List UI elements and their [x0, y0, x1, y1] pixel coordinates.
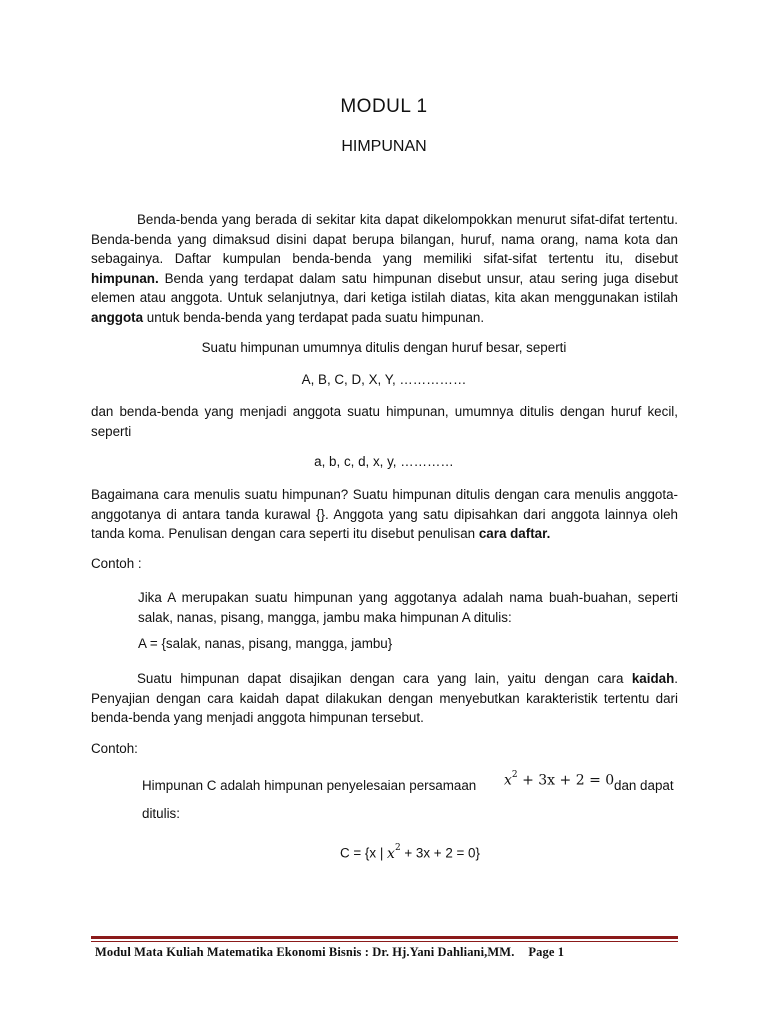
contoh-2-text-a: Himpunan C adalah himpunan penyelesaian persamaan	[142, 778, 477, 793]
lowercase-notation-sentence: dan benda-benda yang menjadi anggota suatu himpunan, umumnya ditulis dengan huruf kecil, seperti	[91, 404, 678, 439]
footer-text: Modul Mata Kuliah Matematika Ekonomi Bisnis : Dr. Hj.Yani Dahliani,MM.	[95, 945, 515, 959]
paragraph-cara-daftar	[91, 485, 678, 544]
set-builder-variable	[387, 843, 401, 862]
set-builder-x: x	[387, 845, 395, 862]
term-himpunan: himpunan.	[91, 270, 159, 286]
set-builder-exponent: 2	[394, 843, 401, 853]
uppercase-example: A, B, C, D, X, Y, ……………	[301, 372, 467, 387]
contoh-1-label: Contoh :	[91, 556, 142, 571]
paragraph-kaidah-text-1: Suatu himpunan dapat disajikan dengan cara yang lain, yaitu dengan cara	[137, 671, 632, 686]
contoh-2-text-c: ditulis:	[142, 806, 180, 821]
equation-variable: x	[504, 772, 512, 789]
footer-rule-thin	[91, 941, 678, 942]
set-builder-prefix: C = {x |	[340, 845, 388, 861]
uppercase-notation-sentence: Suatu himpunan umumnya ditulis dengan huruf besar, seperti	[201, 340, 567, 355]
contoh-2-text-b: dan dapat	[614, 778, 674, 793]
quadratic-equation	[504, 772, 614, 789]
set-builder-notation	[340, 845, 480, 862]
equation-exponent: 2	[511, 770, 518, 780]
term-kaidah: kaidah	[631, 671, 675, 686]
footer-rule-thick	[91, 936, 678, 939]
contoh-2-label: Contoh:	[91, 741, 138, 756]
paragraph-intro-text-3: untuk benda-benda yang terdapat pada suatu himpunan.	[143, 309, 485, 325]
paragraph-intro-text-2: Benda yang terdapat dalam satu himpunan disebut unsur, atau sering juga disebut elemen atau anggota. Untuk selanjutnya, dari ketiga istilah diatas, kita akan menggunakan istilah	[91, 270, 678, 305]
lowercase-example: a, b, c, d, x, y, …………	[314, 454, 454, 469]
page-footer	[95, 945, 564, 960]
paragraph-intro-text-1: Benda-benda yang berada di sekitar kita dapat dikelompokkan menurut sifat-difat tertentu. Benda-benda yang dimaksud disini dapat berupa bilangan, huruf, nama orang, nama kota dan sebagainya. Daftar kumpulan benda-benda yang memiliki sifat-sifat tertentu itu, disebut	[91, 212, 678, 266]
paragraph-kaidah-text-2: . Penyajian dengan cara kaidah dapat dilakukan dengan menyebutkan karakteristik tertentu dari benda-benda yang menjadi anggota himpunan tersebut.	[91, 671, 678, 725]
term-cara-daftar: cara daftar.	[478, 526, 551, 541]
term-anggota: anggota	[91, 309, 144, 325]
paragraph-kaidah	[91, 669, 678, 728]
contoh-1-text: Jika A merupakan suatu himpunan yang aggotanya adalah nama buah-buahan, seperti salak, nanas, pisang, mangga, jambu maka himpunan A ditulis:	[138, 590, 678, 625]
paragraph-intro	[91, 210, 678, 327]
paragraph-cara-daftar-text: Bagaimana cara menulis suatu himpunan? Suatu himpunan ditulis dengan cara menulis anggota-anggotanya di antara tanda kurawal {}. Anggota yang satu dipisahkan dari anggota lainnya oleh tanda koma. Penulisan dengan cara seperti itu disebut penulisan	[91, 487, 678, 541]
footer-page-number: Page 1	[528, 945, 565, 959]
document-subtitle: HIMPUNAN	[341, 138, 427, 155]
equation-rest: + 3x + 2 = 0	[517, 772, 615, 789]
contoh-1-set: A = {salak, nanas, pisang, mangga, jambu}	[138, 636, 393, 651]
set-builder-suffix: + 3x + 2 = 0}	[400, 845, 480, 861]
document-title: MODUL 1	[340, 96, 428, 117]
